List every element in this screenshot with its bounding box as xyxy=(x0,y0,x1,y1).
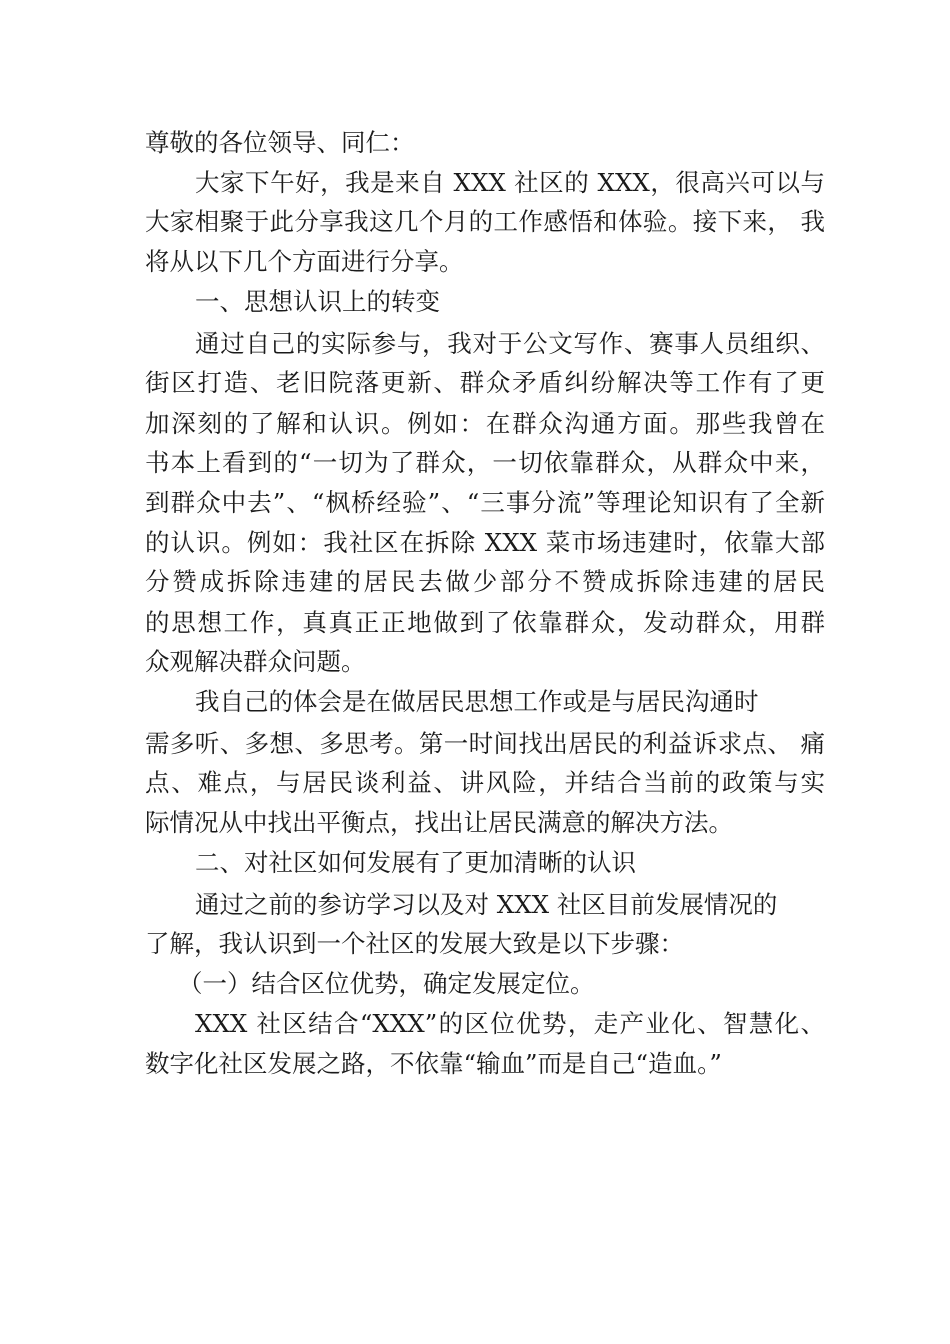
section-heading-2: 二、对社区如何发展有了更加清晰的认识 xyxy=(195,848,636,877)
paragraph-line: 到群众中去”、“枫桥经验”、“三事分流”等理论知识有了全新 xyxy=(145,488,825,517)
paragraph-line: 大家下午好，我是来自 XXX 社区的 XXX，很高兴可以与 xyxy=(195,168,825,197)
paragraph-line: 的认识。例如：我社区在拆除 XXX 菜市场违建时，依靠大部 xyxy=(145,528,825,557)
paragraph-line: XXX 社区结合“XXX”的区位优势，走产业化、智慧化、 xyxy=(195,1009,825,1038)
paragraph-line: 众观解决群众问题。 xyxy=(145,647,366,676)
section-heading-1: 一、思想认识上的转变 xyxy=(195,287,440,316)
paragraph-line: 大家相聚于此分享我这几个月的工作感悟和体验。接下来， 我 xyxy=(145,207,825,236)
paragraph-line: 将从以下几个方面进行分享。 xyxy=(145,247,464,276)
paragraph-line: 了解，我认识到一个社区的发展大致是以下步骤： xyxy=(145,929,684,958)
paragraph-line: 书本上看到的“一切为了群众，一切依靠群众，从群众中来， xyxy=(145,448,825,477)
paragraph-line: 的思想工作，真真正正地做到了依靠群众，发动群众，用群 xyxy=(145,608,825,637)
salutation: 尊敬的各位领导、同仁： xyxy=(145,128,415,157)
paragraph-line: 通过自己的实际参与，我对于公文写作、赛事人员组织、 xyxy=(195,329,825,358)
paragraph-line: 需多听、多想、多思考。第一时间找出居民的利益诉求点、 痛 xyxy=(145,729,825,758)
paragraph-line: 分赞成拆除违建的居民去做少部分不赞成拆除违建的居民 xyxy=(145,567,825,596)
paragraph-line: 点、难点，与居民谈利益、讲风险，并结合当前的政策与实 xyxy=(145,768,825,797)
paragraph-line: 际情况从中找出平衡点，找出让居民满意的解决方法。 xyxy=(145,808,733,837)
subsection-heading: （一）结合区位优势，确定发展定位。 xyxy=(178,969,595,998)
paragraph-line: 数字化社区发展之路，不依靠“输血”而是自己“造血。” xyxy=(145,1049,722,1078)
paragraph-line: 通过之前的参访学习以及对 XXX 社区目前发展情况的 xyxy=(195,890,778,919)
paragraph-line: 我自己的体会是在做居民思想工作或是与居民沟通时 xyxy=(195,687,759,716)
paragraph-line: 加深刻的了解和认识。例如：在群众沟通方面。那些我曾在 xyxy=(145,409,825,438)
paragraph-line: 街区打造、老旧院落更新、群众矛盾纠纷解决等工作有了更 xyxy=(145,368,825,397)
